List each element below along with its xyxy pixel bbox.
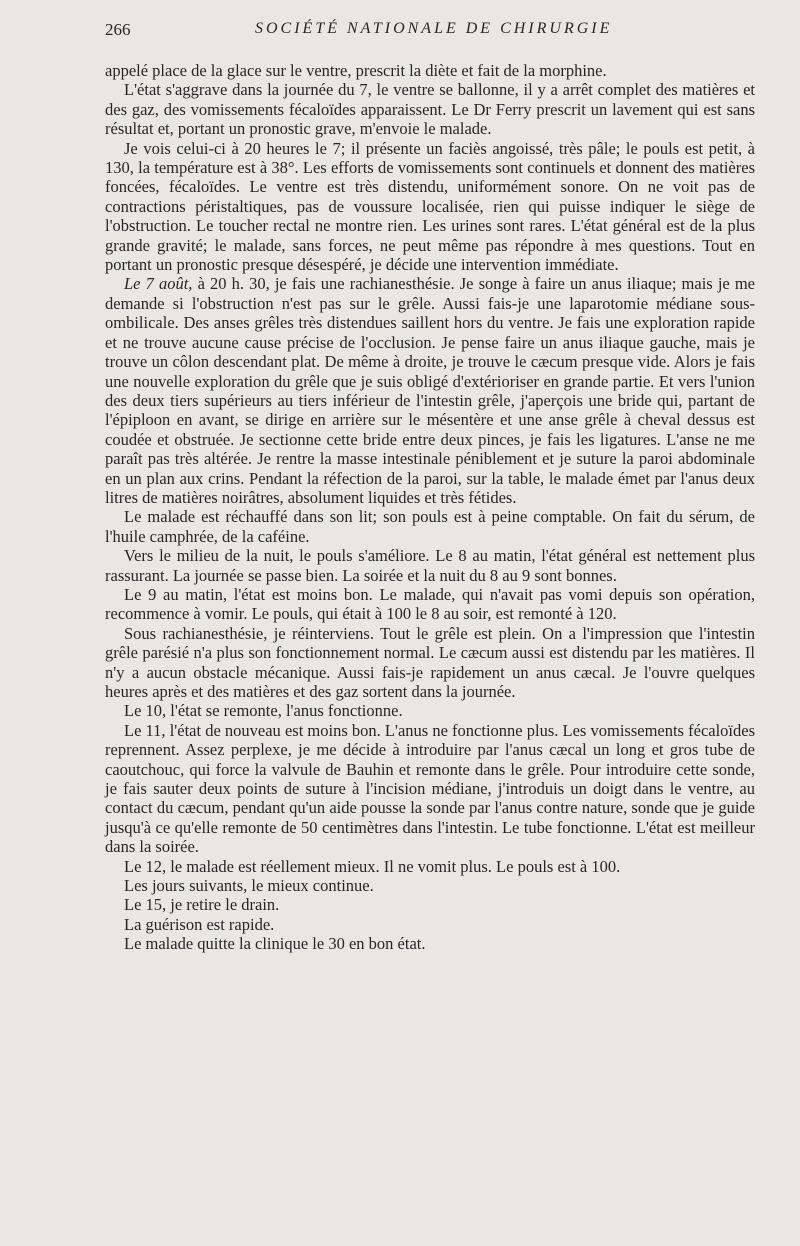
page-number: 266 [105, 20, 131, 39]
paragraph: Le 12, le malade est réellement mieux. Il ne vomit plus. Le pouls est à 100. [124, 856, 621, 876]
paragraph: appelé place de la glace sur le ventre, prescrit la diète et fait de la morphine. [105, 61, 607, 80]
body-text [105, 61, 755, 954]
paragraph [105, 274, 755, 507]
paragraph: L'état s'aggrave dans la journée du 7, le ventre se ballonne, il y a arrêt complet des matières et des gaz, des vomissements fécaloïdes apparaissent. Le Dr Ferry prescrit un lavement qui est sans résultat et, portant un pronostic grave, m'envoie le malade. [105, 80, 755, 139]
paragraph-text: à 20 h. 30, je fais une rachianesthésie. Je songe à faire un anus iliaque; mais je me demande si l'obstruction n'est pas sur le grêle. Aussi fais-je une laparotomie médiane sous-ombilicale. Des anses grêles très distendues saillent hors du ventre. Je fais une exploration rapide et ne trouve aucune cause précise de l'occlusion. Je pense faire un anus iliaque gauche, mais je trouve un côlon descendant plat. De même à droite, je trouve le cæcum presque vide. Alors je fais une nouvelle exploration du grêle que je suis obligé d'extérioriser en grande partie. Et vers l'union des deux tiers supérieurs au tiers inférieur de l'intestin grêle, j'aperçois une bride qui, partant de l'épiploon en avant, se dirige en arrière sur le mésentère et une anse grêle à cheval dessus est coudée et obstruée. Je sectionne cette bride entre deux pinces, je fais les ligatures. L'anse ne me paraît pas très altérée. Je rentre la masse intestinale péniblement et je suture la paroi abdominale en un plan aux crins. Pendant la réfection de la paroi, sur la table, le malade émet par l'anus deux litres de matières noirâtres, absolument liquides et très fétides. [105, 274, 755, 507]
running-head: SOCIÉTÉ NATIONALE DE CHIRURGIE [255, 20, 613, 37]
paragraph: Le malade est réchauffé dans son lit; son pouls est à peine comptable. On fait du sérum, de l'huile camphrée, de la caféine. [105, 507, 755, 546]
paragraph: Les jours suivants, le mieux continue. [124, 876, 374, 896]
paragraph: La guérison est rapide. [124, 914, 275, 934]
paragraph: Vers le milieu de la nuit, le pouls s'améliore. Le 8 au matin, l'état général est nettement plus rassurant. La journée se passe bien. La soirée et la nuit du 8 au 9 sont bonnes. [105, 546, 755, 585]
paragraph: Le 9 au matin, l'état est moins bon. Le malade, qui n'avait pas vomi depuis son opération, recommence à vomir. Le pouls, qui était à 100 le 8 au soir, est remonté à 120. [105, 584, 755, 624]
date-prefix: Le 7 août, [124, 274, 193, 294]
page-header [105, 20, 755, 42]
paragraph: Le 10, l'état se remonte, l'anus fonctionne. [124, 701, 403, 721]
paragraph: Le 15, je retire le drain. [124, 895, 280, 915]
paragraph: Le malade quitte la clinique le 30 en bon état. [124, 934, 426, 954]
paragraph: Sous rachianesthésie, je réinterviens. Tout le grêle est plein. On a l'impression que l'intestin grêle parésié n'a plus son fonctionnement normal. Le cæcum aussi est distendu par les matières. Il n'y a aucun obstacle mécanique. Aussi fais-je rapidement un anus cæcal. Je l'ouvre quelques heures après et des matières et des gaz sortent dans la journée. [105, 623, 755, 701]
paragraph: Le 11, l'état de nouveau est moins bon. L'anus ne fonctionne plus. Les vomissements fécaloïdes reprennent. Assez perplexe, je me décide à introduire par l'anus cæcal un long et gros tube de caoutchouc, qui force la valvule de Bauhin et remonte dans le grêle. Pour introduire cette sonde, je fais sauter deux points de suture à l'incision médiane, j'introduis un doigt dans le ventre, au contact du cæcum, pendant qu'un aide pousse la sonde par l'anus contre nature, sonde que je guide jusqu'à ce qu'elle remonte de 50 centimètres dans l'intestin. Le tube fonctionne. L'état est meilleur dans la soirée. [105, 720, 755, 857]
paragraph: Je vois celui-ci à 20 heures le 7; il présente un faciès angoissé, très pâle; le pouls est petit, à 130, la température est à 38°. Les efforts de vomissements sont continuels et donnent des matières foncées, fécaloïdes. Le ventre est très distendu, uniformément sonore. On ne voit pas de contractions péristaltiques, pas de voussure localisée, rien qui puisse indiquer le siège de l'obstruction. Le toucher rectal ne montre rien. Les urines sont rares. L'état général est de la plus grande gravité; le malade, sans forces, ne peut même pas répondre à mes questions. Tout en portant un pronostic presque désespéré, je décide une intervention immédiate. [105, 138, 755, 275]
